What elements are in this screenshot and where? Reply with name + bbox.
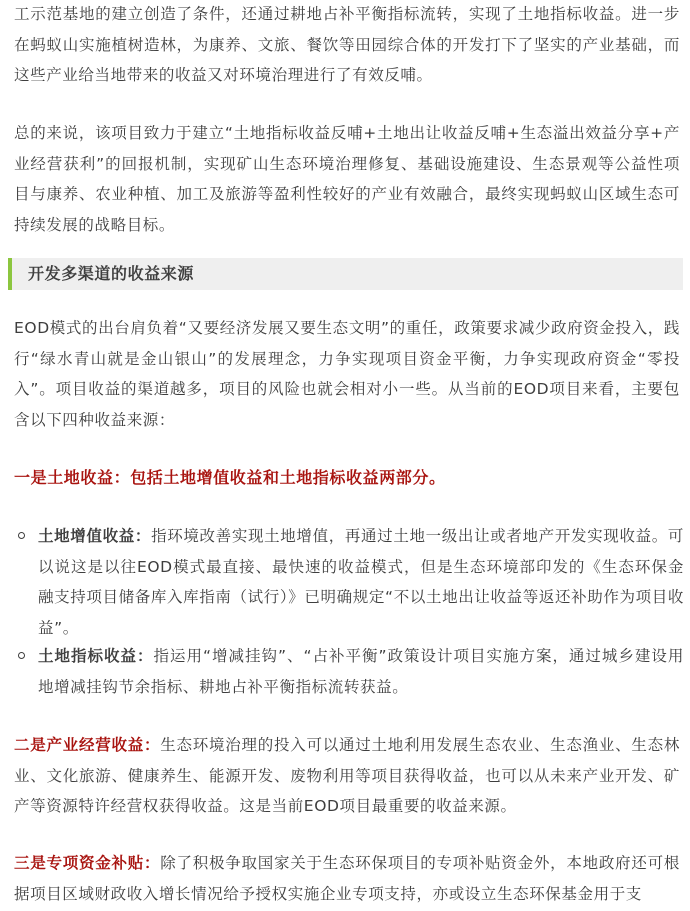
list-item	[14, 521, 684, 643]
paragraph-eod: EOD模式的出台肩负着“又要经济发展又要生态文明”的重任，政策要求减少政府资金投入，践行“绿水青山就是金山银山”的发展理念，力争实现项目资金平衡，力争实现政府资金“零投入”。项目收益的渠道越多，项目的风险也就会相对小一些。从当前的EOD项目来看，主要包含以下四种收益来源：	[14, 319, 680, 429]
paragraph-industry-revenue	[14, 730, 680, 822]
heading-land-revenue: 一是土地收益：包括土地增值收益和土地指标收益两部分。	[14, 468, 446, 487]
special-funds-body: 除了积极争取国家关于生态环保项目的专项补贴资金外，本地政府还可根据项目区域财政收入增长情况给予授权实施企业专项支持，亦或设立生态环保基金用于支	[14, 854, 681, 903]
paragraph-special-funds	[14, 848, 680, 909]
paragraph-intro: 工示范基地的建立创造了条件，还通过耕地占补平衡指标流转，实现了土地指标收益。进一步在蚂蚁山实施植树造林，为康养、文旅、餐饮等田园综合体的开发打下了坚实的产业基础，而这些产业给当地带来的收益又对环境治理进行了有效反哺。	[14, 5, 680, 84]
list-item-text	[38, 641, 684, 702]
section-header	[8, 258, 683, 290]
bullet-circle-icon	[18, 532, 25, 539]
bullet-circle-icon	[18, 652, 25, 659]
special-funds-label: 三是专项资金补贴：	[14, 854, 161, 872]
list-item-body: 指运用“增减挂钩”、“占补平衡”政策设计项目实施方案，通过城乡建设用地增减挂钩节余指标、耕地占补平衡指标流转获益。	[38, 647, 684, 696]
list-item-body: 指环境改善实现土地增值，再通过土地一级出让或者地产开发实现收益。可以说这是以往EOD模式最直接、最快速的收益模式，但是生态环境部印发的《生态环保金融支持项目储备库入库指南（试行）》已明确规定“不以土地出让收益等返还补助作为项目收益”。	[38, 527, 684, 637]
section-title: 开发多渠道的收益来源	[28, 264, 195, 283]
industry-revenue-body: 生态环境治理的投入可以通过土地利用发展生态农业、生态渔业、生态林业、文化旅游、健康养生、能源开发、废物利用等项目获得收益，也可以从未来产业开发、矿产等资源特许经营权获得收益。这是当前EOD项目最重要的收益来源。	[14, 736, 681, 815]
industry-revenue-label: 二是产业经营收益：	[14, 736, 161, 754]
paragraph-summary: 总的来说，该项目致力于建立“土地指标收益反哺+土地出让收益反哺+生态溢出效益分享+产业经营获利”的回报机制，实现矿山生态环境治理修复、基础设施建设、生态景观等公益性项目与康养、农业种植、加工及旅游等盈利性较好的产业有效融合，最终实现蚂蚁山区域生态可持续发展的战略目标。	[14, 124, 680, 234]
list-item-label: 土地指标收益：	[38, 647, 154, 665]
list-item-text	[38, 521, 684, 643]
list-item-label: 土地增值收益：	[38, 527, 152, 545]
list-item	[14, 641, 684, 702]
